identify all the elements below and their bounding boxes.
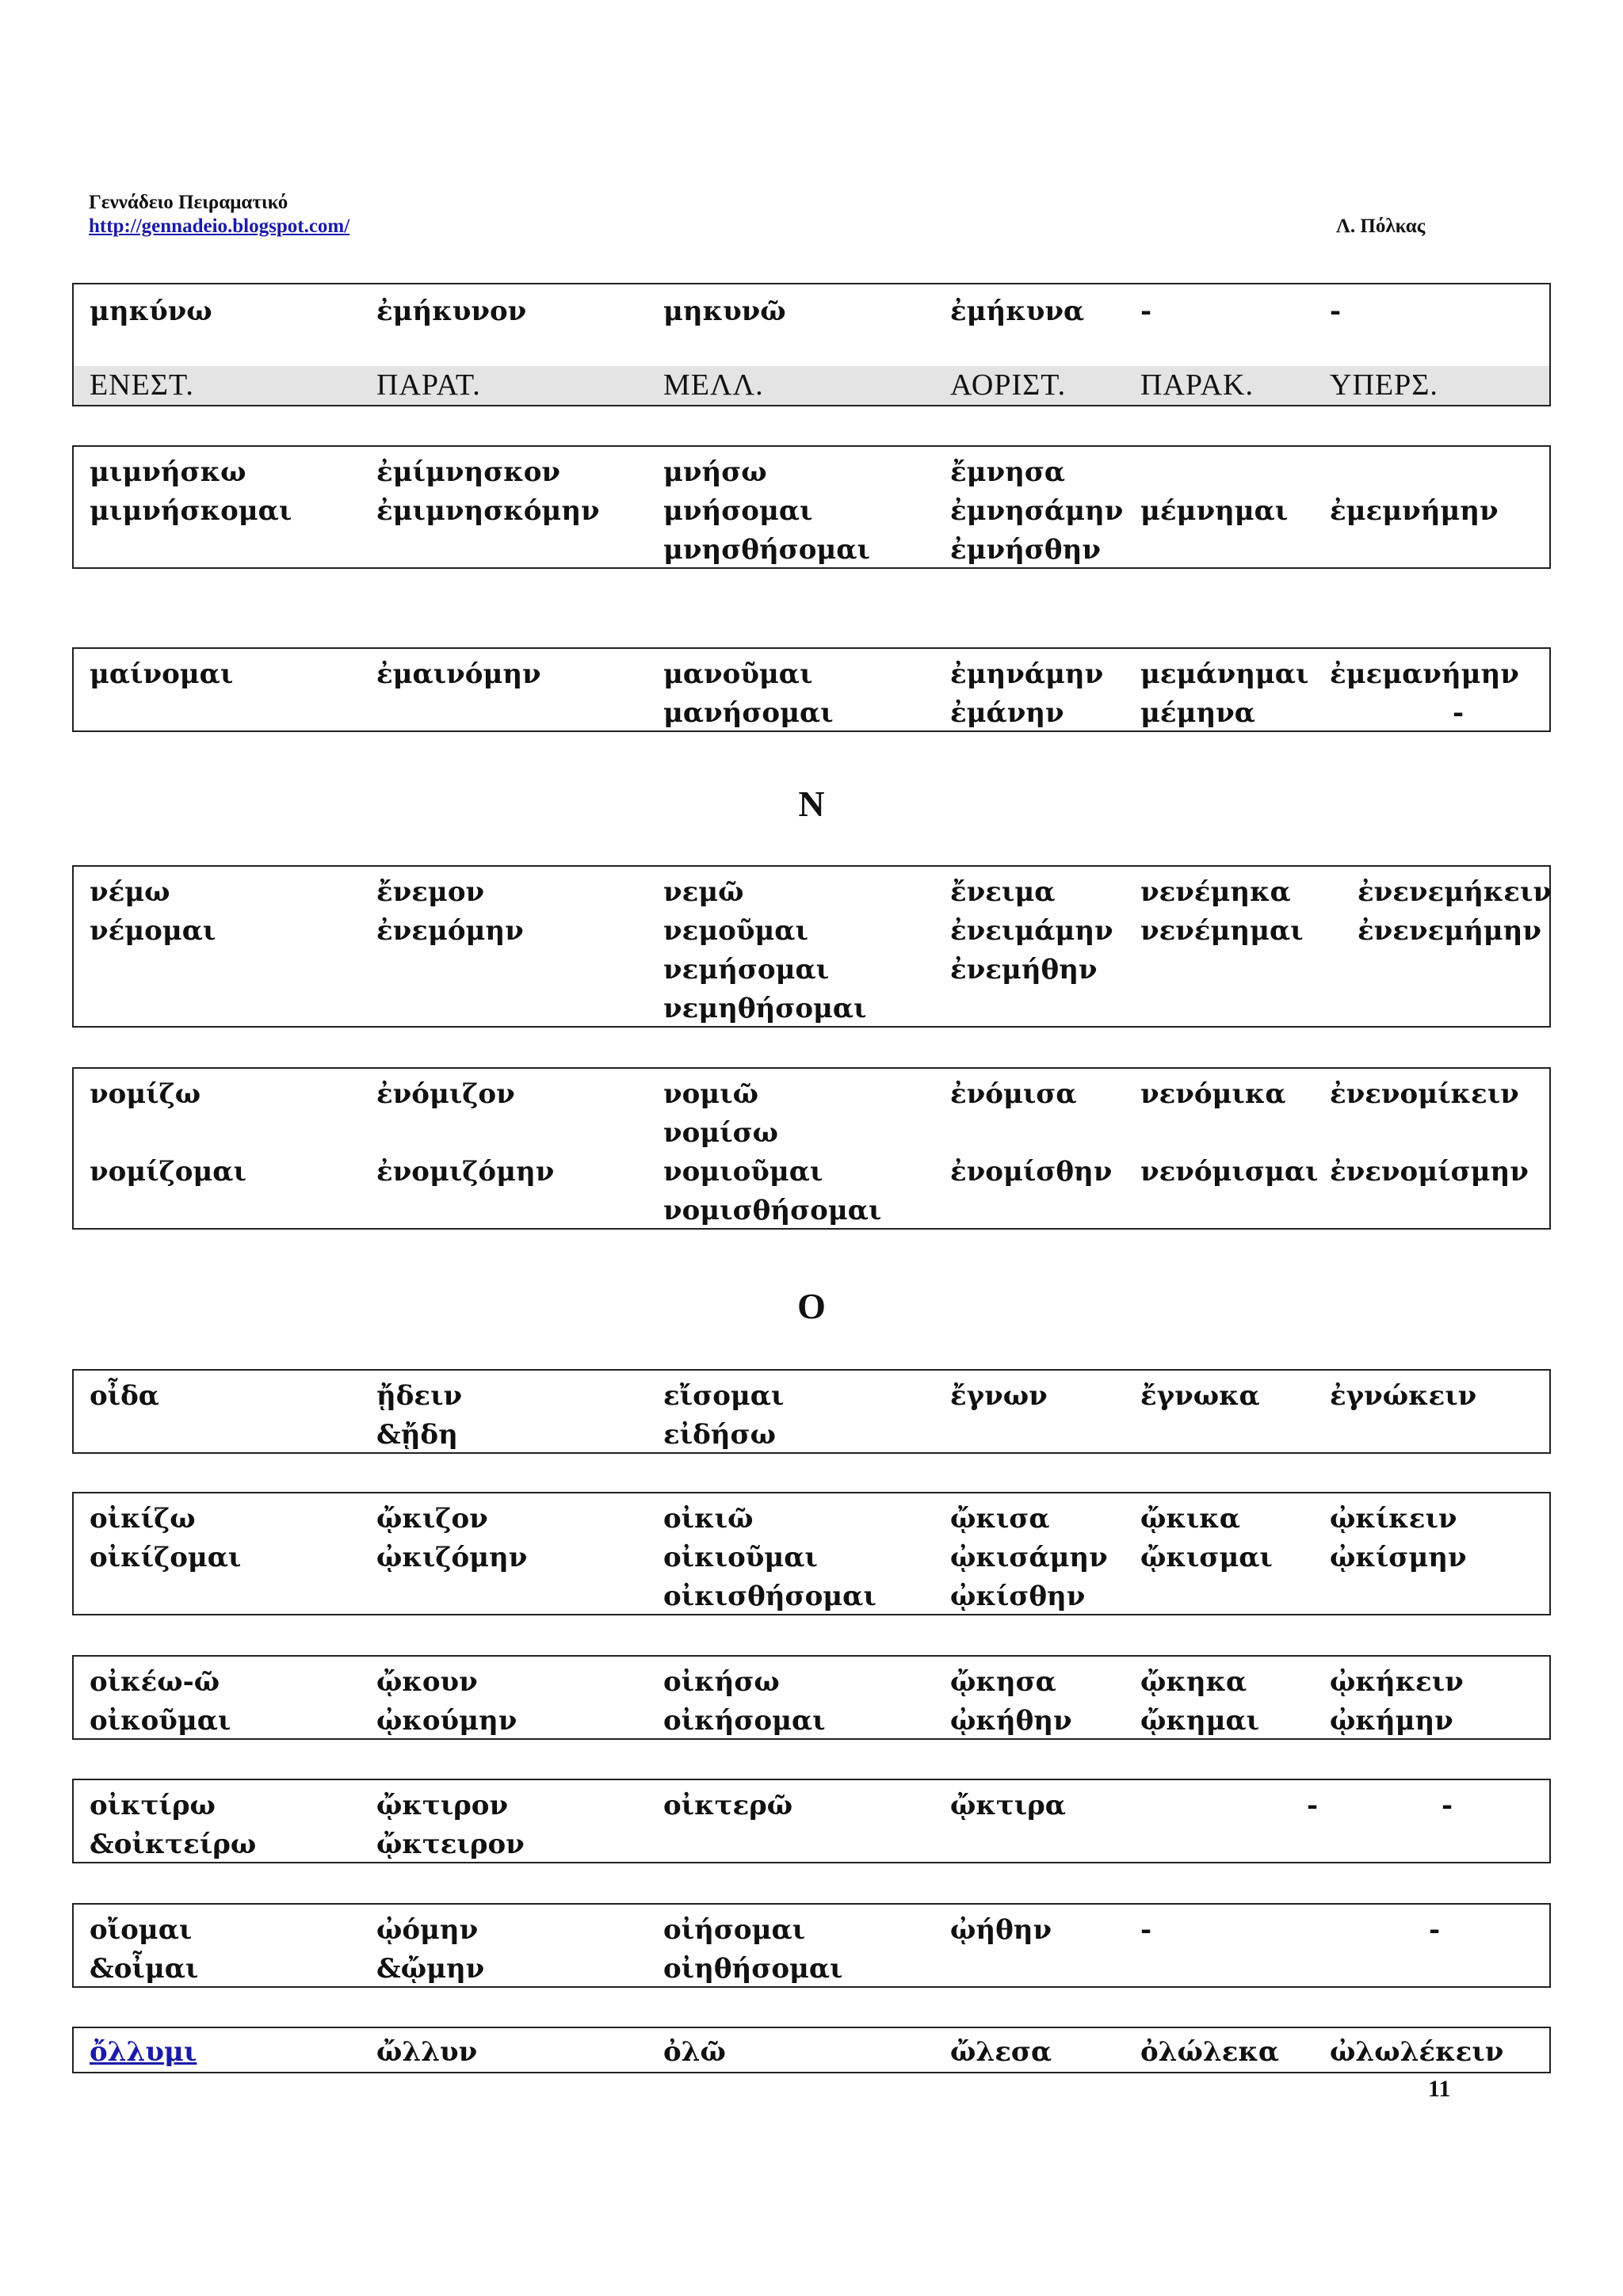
table-cell: ᾤκουν <box>376 1666 478 1698</box>
table-cell: ἐμνησάμην <box>950 495 1124 527</box>
table-cell: - <box>1442 1790 1453 1821</box>
tense-header-row <box>74 366 1549 405</box>
table-cell: οἴομαι <box>90 1914 193 1946</box>
table-cell: ᾤκικα <box>1140 1503 1240 1535</box>
section-letter-omicron: Ο <box>797 1286 826 1326</box>
table-cell: νενόμικα <box>1140 1078 1286 1110</box>
table-cell: &οἶμαι <box>90 1953 199 1985</box>
table-row <box>74 1500 1549 1539</box>
tense-header-cell: ΠΑΡΑΚ. <box>1140 368 1254 402</box>
table-cell: μνήσομαι <box>663 495 813 527</box>
header-author: Λ. Πόλκας <box>1336 215 1426 237</box>
tense-header-cell: ΕΝΕΣΤ. <box>90 368 194 402</box>
table-cell: νενόμισμαι <box>1140 1156 1319 1188</box>
table-cell: νομισθήσομαι <box>663 1195 882 1226</box>
table-cell: ᾠκιζόμην <box>376 1542 528 1573</box>
table-cell: οἰήσομαι <box>663 1914 806 1946</box>
table-cell: οἰκέω-ῶ <box>90 1666 220 1698</box>
table-cell: ᾤκιζον <box>376 1503 488 1535</box>
table-cell: ἔγνων <box>950 1380 1048 1412</box>
table-cell: νενέμηκα <box>1140 876 1291 908</box>
table-cell: ἐμηνάμην <box>950 658 1104 690</box>
table-cell: ἐμήκυνα <box>950 296 1085 327</box>
table-cell: ἔμνησα <box>950 456 1066 488</box>
table-row <box>74 655 1549 694</box>
table-cell: ἐμεμνήμην <box>1330 495 1499 527</box>
table-cell: ἐνειμάμην <box>950 915 1113 947</box>
table-cell: οἰκτερῶ <box>663 1790 793 1821</box>
verb-table <box>72 445 1551 569</box>
table-cell: ἐνενεμήκειν <box>1358 876 1552 908</box>
table-row <box>74 1825 1549 1864</box>
table-cell: ἐνομίσθην <box>950 1156 1113 1188</box>
verb-link[interactable]: ὄλλυμι <box>90 2036 197 2068</box>
table-cell: μέμνημαι <box>1140 495 1289 527</box>
table-cell: μανήσομαι <box>663 697 834 729</box>
verb-table <box>72 1369 1551 1454</box>
table-cell: ἔνεμον <box>376 876 485 908</box>
table-row <box>74 1153 1549 1192</box>
table-cell: οἰκήσομαι <box>663 1705 826 1737</box>
table-cell: νομίσω <box>663 1117 779 1149</box>
table-cell: ἐμιμνησκόμην <box>376 495 600 527</box>
table-cell: ἐνεμόμην <box>376 915 524 947</box>
table-cell: ᾠκισάμην <box>950 1542 1108 1573</box>
verb-table <box>72 283 1551 406</box>
table-cell: οἰκιοῦμαι <box>663 1542 818 1573</box>
table-row <box>74 1702 1549 1741</box>
table-cell: ᾠήθην <box>950 1914 1052 1946</box>
table-cell: νομίζω <box>90 1078 201 1110</box>
tense-header-cell: ΠΑΡΑΤ. <box>376 368 481 402</box>
table-cell: ὀλώλεκα <box>1140 2036 1280 2068</box>
table-cell: &οἰκτείρω <box>90 1829 257 1860</box>
table-cell: νέμομαι <box>90 915 216 947</box>
table-row <box>74 1577 1549 1616</box>
table-row <box>74 873 1552 912</box>
table-cell: οἰκήσω <box>663 1666 780 1698</box>
table-row <box>74 292 1549 331</box>
table-cell: εἰδήσω <box>663 1419 776 1451</box>
table-cell: ἐνομιζόμην <box>376 1156 555 1188</box>
table-row <box>74 1192 1549 1230</box>
table-cell: ᾤκτειρον <box>376 1829 525 1860</box>
table-row <box>74 2033 1549 2072</box>
table-cell: ᾠκούμην <box>376 1705 517 1737</box>
table-cell: ἐνενομίσμην <box>1330 1156 1529 1188</box>
table-cell: ὠλωλέκειν <box>1330 2036 1504 2068</box>
table-cell: ᾤκισμαι <box>1140 1542 1273 1573</box>
table-cell: οἰκτίρω <box>90 1790 216 1821</box>
table-cell: ᾠκίκειν <box>1330 1503 1457 1535</box>
table-cell: μεμάνημαι <box>1140 658 1309 690</box>
table-row <box>74 331 1549 370</box>
table-cell: ᾠκήκειν <box>1330 1666 1464 1698</box>
table-cell: μανοῦμαι <box>663 658 813 690</box>
table-row <box>74 1416 1549 1455</box>
table-row <box>74 1114 1549 1153</box>
table-cell: νεμοῦμαι <box>663 915 808 947</box>
table-cell: νομιῶ <box>663 1078 758 1110</box>
section-letter-nu: Ν <box>798 784 825 824</box>
table-cell: ᾠκίσμην <box>1330 1542 1467 1573</box>
table-cell: οἶδα <box>90 1380 159 1412</box>
table-cell: ᾤκημαι <box>1140 1705 1260 1737</box>
table-cell: ᾠόμην <box>376 1914 479 1946</box>
table-cell: ᾠκήμην <box>1330 1705 1453 1737</box>
verb-table <box>72 1655 1551 1740</box>
table-cell: μνήσω <box>663 456 767 488</box>
table-cell: μηκύνω <box>90 296 212 327</box>
verb-table <box>72 865 1551 1028</box>
verb-table <box>72 2027 1551 2073</box>
table-row <box>74 912 1549 951</box>
table-row <box>74 1787 1549 1825</box>
table-row <box>74 453 1549 492</box>
table-cell: ἐνόμισα <box>950 1078 1077 1110</box>
table-cell: οἰκιῶ <box>663 1503 754 1535</box>
table-cell: νεμήσομαι <box>663 954 830 986</box>
verb-table <box>72 647 1551 732</box>
table-cell: ἐνόμιζον <box>376 1078 515 1110</box>
table-cell: - <box>1140 296 1152 327</box>
table-cell: μιμνήσκω <box>90 456 246 488</box>
table-cell: ὤλλυν <box>376 2036 478 2068</box>
table-cell: &ᾤμην <box>376 1953 485 1985</box>
table-cell: ᾤκισα <box>950 1503 1050 1535</box>
table-cell: ἐμαινόμην <box>376 658 541 690</box>
table-row <box>74 1950 1549 1989</box>
table-row <box>74 1539 1549 1577</box>
table-cell: ᾠκίσθην <box>950 1581 1086 1612</box>
table-cell: ἔγνωκα <box>1140 1380 1260 1412</box>
tense-header-cell: ΑΟΡΙΣΤ. <box>950 368 1067 402</box>
table-cell: - <box>1429 1914 1441 1946</box>
table-cell: ᾔδειν <box>376 1380 463 1412</box>
table-row <box>74 492 1549 531</box>
table-cell: ἐνενομίκειν <box>1330 1078 1519 1110</box>
table-cell: ἐνεμήθην <box>950 954 1098 986</box>
table-cell: ᾤκηκα <box>1140 1666 1247 1698</box>
table-cell: νενέμημαι <box>1140 915 1304 947</box>
verb-table <box>72 1903 1551 1988</box>
table-cell: μιμνήσκομαι <box>90 495 292 527</box>
table-cell: νομιοῦμαι <box>663 1156 823 1188</box>
table-cell: ἐμάνην <box>950 697 1064 729</box>
table-cell: ᾠκήθην <box>950 1705 1072 1737</box>
table-cell: μνησθήσομαι <box>663 534 870 566</box>
table-cell: ἐνενεμήμην <box>1358 915 1541 947</box>
table-cell: μαίνομαι <box>90 658 234 690</box>
table-cell: ᾤκτιρα <box>950 1790 1066 1821</box>
verb-table <box>72 1067 1551 1230</box>
table-cell: εἴσομαι <box>663 1380 785 1412</box>
table-cell: &ᾔδη <box>376 1419 458 1451</box>
table-row <box>74 694 1549 733</box>
table-row <box>74 1377 1549 1416</box>
table-cell: οἰκοῦμαι <box>90 1705 231 1737</box>
table-cell: ἔνειμα <box>950 876 1056 908</box>
table-cell: οἰκίζομαι <box>90 1542 242 1573</box>
table-cell: οἰκίζω <box>90 1503 196 1535</box>
tense-header-cell: ΜΕΛΛ. <box>663 368 764 402</box>
table-cell: οἰκισθήσομαι <box>663 1581 876 1612</box>
table-cell: μηκυνῶ <box>663 296 786 327</box>
table-cell: ᾤκησα <box>950 1666 1056 1698</box>
table-cell: νεμῶ <box>663 876 744 908</box>
table-cell: νέμω <box>90 876 170 908</box>
table-cell: ὀλῶ <box>663 2036 726 2068</box>
table-cell: - <box>1307 1790 1319 1821</box>
table-cell: ὤλεσα <box>950 2036 1052 2068</box>
table-cell: ἐγνώκειν <box>1330 1380 1477 1412</box>
table-cell: ἐμεμανήμην <box>1330 658 1519 690</box>
table-row <box>74 531 1549 570</box>
verb-table <box>72 1779 1551 1863</box>
header-title: Γεννάδειο Πειραματικό <box>89 192 288 213</box>
table-cell: - <box>1453 697 1465 729</box>
table-row <box>74 1663 1549 1702</box>
table-cell: ᾤκτιρον <box>376 1790 509 1821</box>
table-cell: ἐμήκυνον <box>376 296 527 327</box>
table-cell: ἐμνήσθην <box>950 534 1101 566</box>
table-cell: - <box>1140 1914 1152 1946</box>
table-cell: νεμηθήσομαι <box>663 993 867 1024</box>
table-cell: οἰηθήσομαι <box>663 1953 843 1985</box>
table-cell: μέμηνα <box>1140 697 1255 729</box>
table-row <box>74 1911 1549 1950</box>
verb-table <box>72 1492 1551 1615</box>
table-row <box>74 951 1549 990</box>
table-row <box>74 1075 1549 1114</box>
table-row <box>74 990 1549 1028</box>
page-number: 11 <box>1428 2076 1451 2102</box>
table-cell: νομίζομαι <box>90 1156 246 1188</box>
header-url-link[interactable]: http://gennadeio.blogspot.com/ <box>89 215 350 237</box>
tense-header-cell: ΥΠΕΡΣ. <box>1330 368 1438 402</box>
table-cell: ἐμίμνησκον <box>376 456 561 488</box>
table-cell: - <box>1330 296 1342 327</box>
